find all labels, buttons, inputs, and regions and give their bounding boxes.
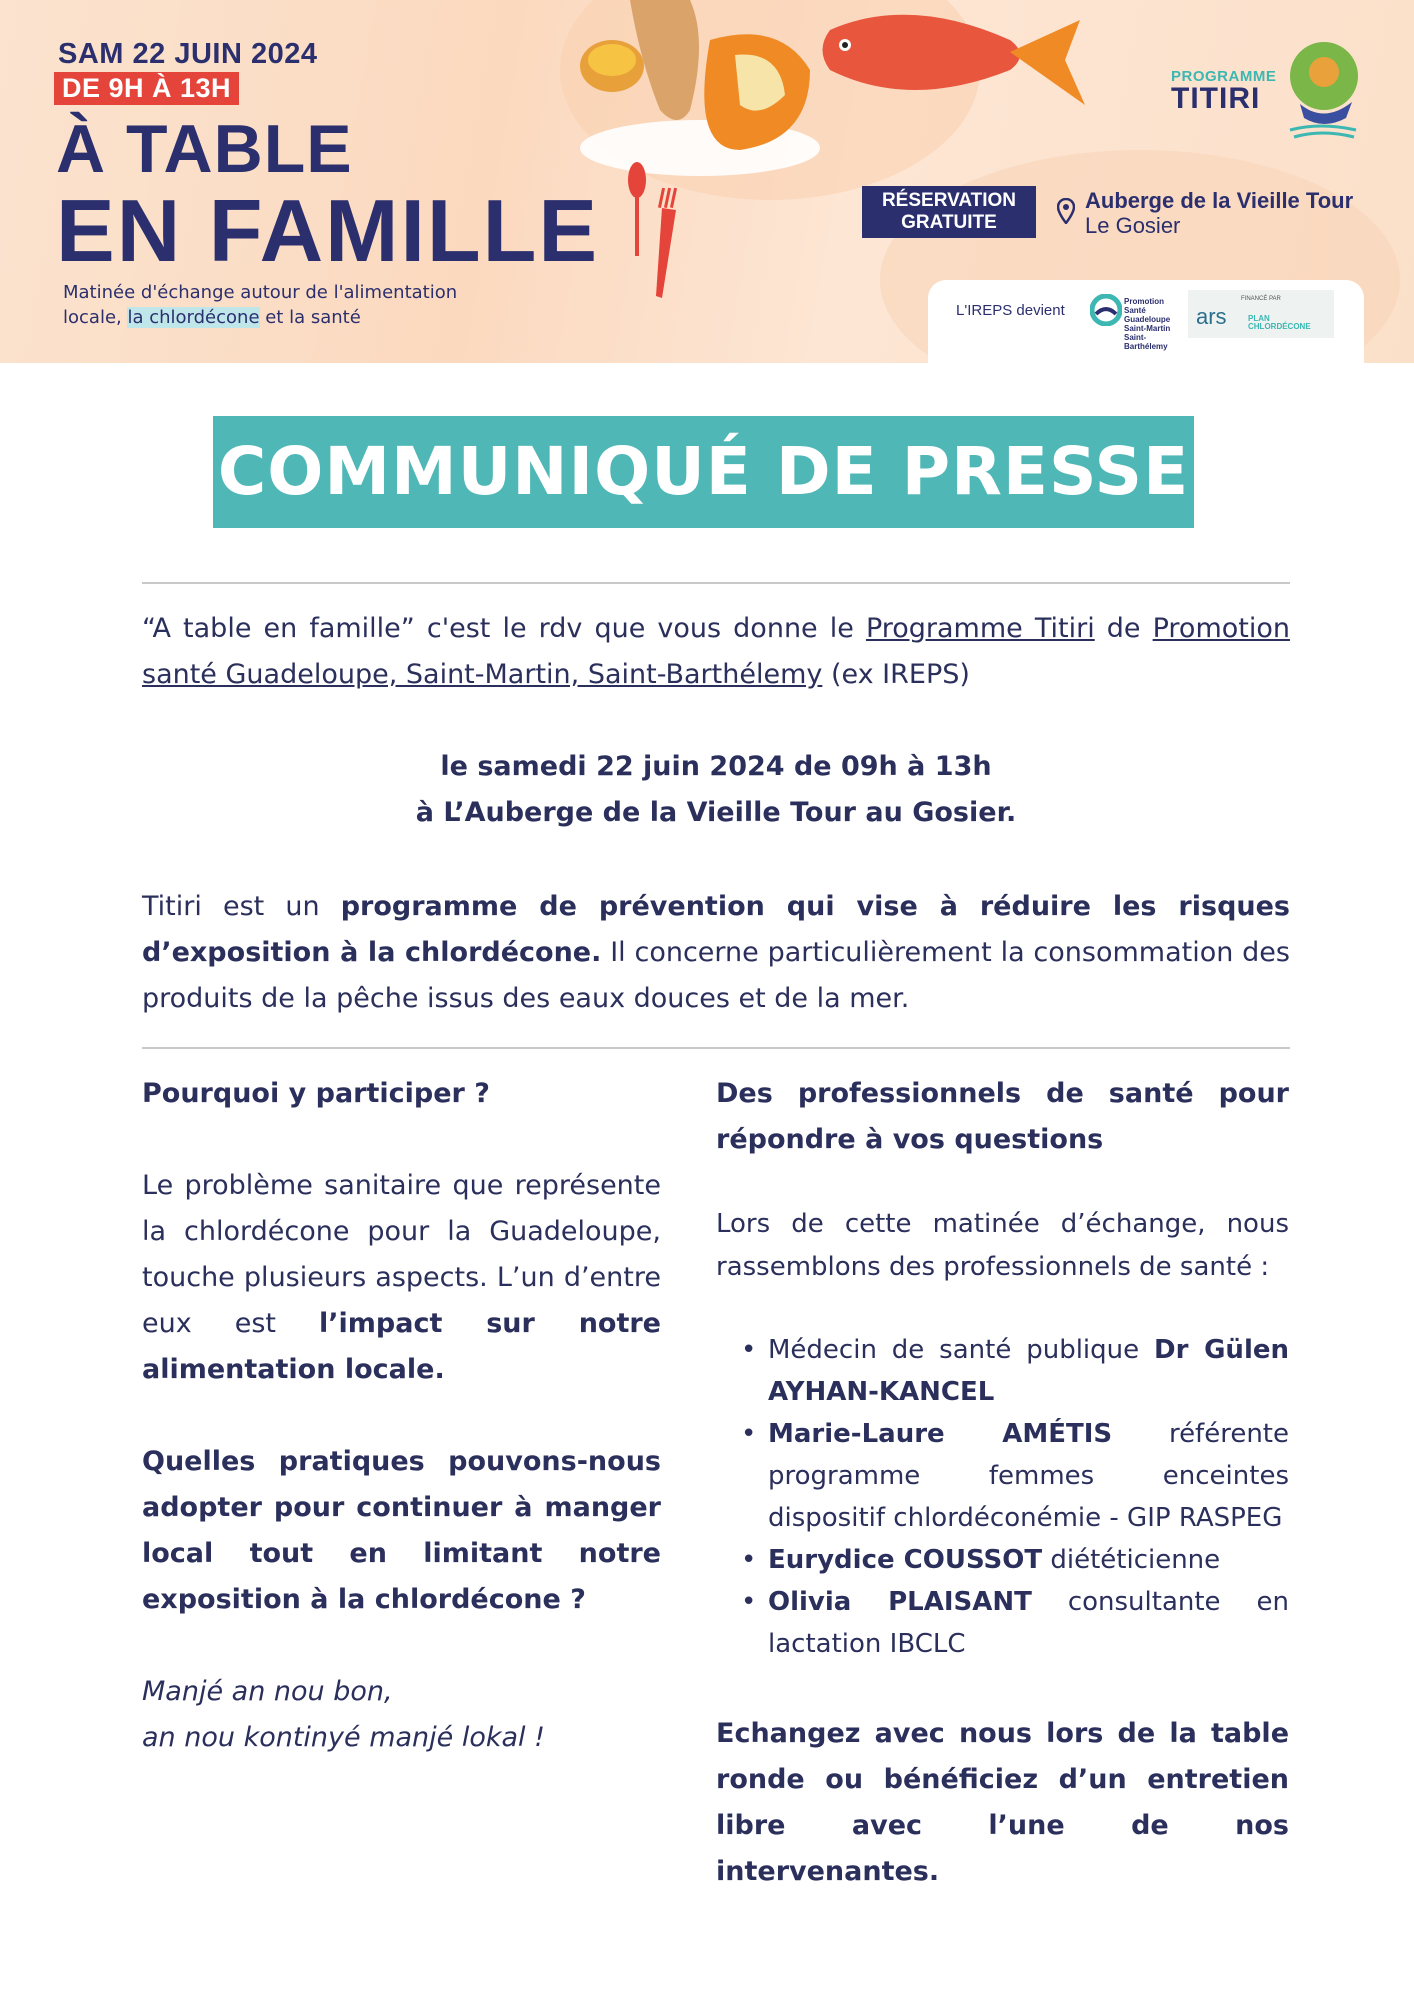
event-title-line1: À TABLE (56, 111, 353, 187)
health-issue-bold: l’impact sur notre alimentation locale. (142, 1308, 661, 1385)
list-item (768, 1581, 1289, 1665)
ireps-text: L'IREPS devient (956, 302, 1065, 319)
ars-logo: ars (1196, 304, 1227, 329)
promotion-sante-logo-icon (1090, 294, 1122, 326)
list-item (768, 1329, 1289, 1413)
professional-role: consultante en lactation IBCLC (768, 1587, 1289, 1659)
event-date: SAM 22 JUIN 2024 (58, 38, 318, 70)
plan-chlordecone-logo: PLAN CHLORDÉCONE (1248, 314, 1311, 331)
intro-text: de (1094, 613, 1153, 644)
free-reservation-badge (862, 186, 1036, 238)
subtitle-text-end: et la santé (259, 307, 361, 328)
event-time-badge: DE 9H À 13H (54, 72, 239, 105)
venue-name: Auberge de la Vieille Tour (1085, 188, 1354, 213)
spoon-fork-icon (622, 158, 684, 298)
list-item (768, 1539, 1289, 1581)
reservation-line1: RÉSERVATION (881, 190, 1017, 211)
intro-text: “A table en famille” c'est le rdv que vous donne le (142, 613, 866, 644)
subtitle-highlight: la chlordécone (127, 307, 260, 328)
event-title-line2: EN FAMILLE (56, 181, 600, 280)
venue-info (1085, 188, 1353, 238)
why-participate-heading: Pourquoi y participer ? (142, 1078, 490, 1109)
professionals-list (716, 1329, 1289, 1665)
programme-label: PROGRAMME (1171, 68, 1277, 85)
reservation-line2: GRATUITE (901, 212, 997, 233)
event-subtitle (63, 280, 503, 330)
intro-text: (ex IREPS) (822, 659, 970, 690)
professional-role: référente programme femmes enceintes dispositif chlordéconémie - GIP RASPEG (768, 1419, 1289, 1533)
professional-role: Médecin de santé publique (768, 1335, 1155, 1365)
venue-city: Le Gosier (1085, 213, 1181, 238)
location-pin-icon (1057, 198, 1075, 224)
press-title: COMMUNIQUÉ DE PRESSE (217, 433, 1190, 510)
closing-call-to-action: Echangez avec nous lors de la table ronde ou bénéficiez d’un entretien libre avec l’une de nos intervenantes. (716, 1718, 1289, 1887)
creole-line1: Manjé an nou bon, (142, 1676, 393, 1707)
programme-name: TITIRI (1171, 82, 1261, 115)
fish-illustration (823, 15, 1021, 90)
professional-name: Olivia PLAISANT (768, 1587, 1032, 1617)
event-location-line: à L’Auberge de la Vieille Tour au Gosier. (415, 797, 1017, 828)
subtitle-text: Matinée d'échange autour de l'alimentation locale, (63, 282, 458, 328)
promotion-sante-link[interactable]: Promotion santé Guadeloupe, Saint-Martin, Saint-Barthélemy (142, 613, 1290, 690)
health-issue-text: Le problème sanitaire que représente la chlordécone pour la Guadeloupe, touche plusieurs aspects. L’un d’entre eux est (142, 1170, 661, 1339)
professional-name: Dr Gülen AYHAN-KANCEL (768, 1335, 1289, 1407)
titiri-text: Il concerne particulièrement la consommation des produits de la pêche issus des eaux douces et de la mer. (142, 937, 1290, 1014)
titiri-bold-text: programme de prévention qui vise à réduire les risques d’exposition à la chlordécone. (142, 891, 1290, 968)
professional-role: diététicienne (1042, 1545, 1221, 1575)
promotion-sante-caption: Promotion Santé Guadeloupe Saint-Martin Saint-Barthélemy (1124, 297, 1171, 351)
intro-paragraph (142, 606, 1290, 698)
promotion-sante-logo-text (1124, 297, 1176, 351)
titiri-paragraph (142, 884, 1290, 1022)
programme-titiri-link[interactable]: Programme Titiri (865, 613, 1095, 644)
left-column (142, 1071, 661, 1761)
event-date-line: le samedi 22 juin 2024 de 09h à 13h (440, 751, 992, 782)
professional-name: Eurydice COUSSOT (768, 1545, 1043, 1575)
titiri-text: Titiri est un (142, 891, 341, 922)
health-issue-paragraph (142, 1163, 661, 1393)
practices-question: Quelles pratiques pouvons-nous adopter pour continuer à manger local tout en limitant notre exposition à la chlordécone ? (142, 1446, 661, 1615)
event-details (142, 744, 1290, 836)
divider (142, 582, 1290, 584)
titiri-mascot-logo (1280, 34, 1362, 140)
creole-line2: an nou kontinyé manjé lokal ! (142, 1722, 545, 1753)
professionals-intro: Lors de cette matinée d’échange, nous rassemblons des professionnels de santé : (716, 1209, 1289, 1282)
financed-by-label: FINANCÉ PAR (1241, 296, 1281, 302)
right-column (716, 1071, 1289, 1895)
professionals-heading: Des professionnels de santé pour répondre à vos questions (716, 1078, 1289, 1155)
professional-name: Marie-Laure AMÉTIS (768, 1419, 1113, 1449)
event-banner (0, 0, 1414, 363)
list-item (768, 1413, 1289, 1539)
divider (142, 1047, 1290, 1049)
